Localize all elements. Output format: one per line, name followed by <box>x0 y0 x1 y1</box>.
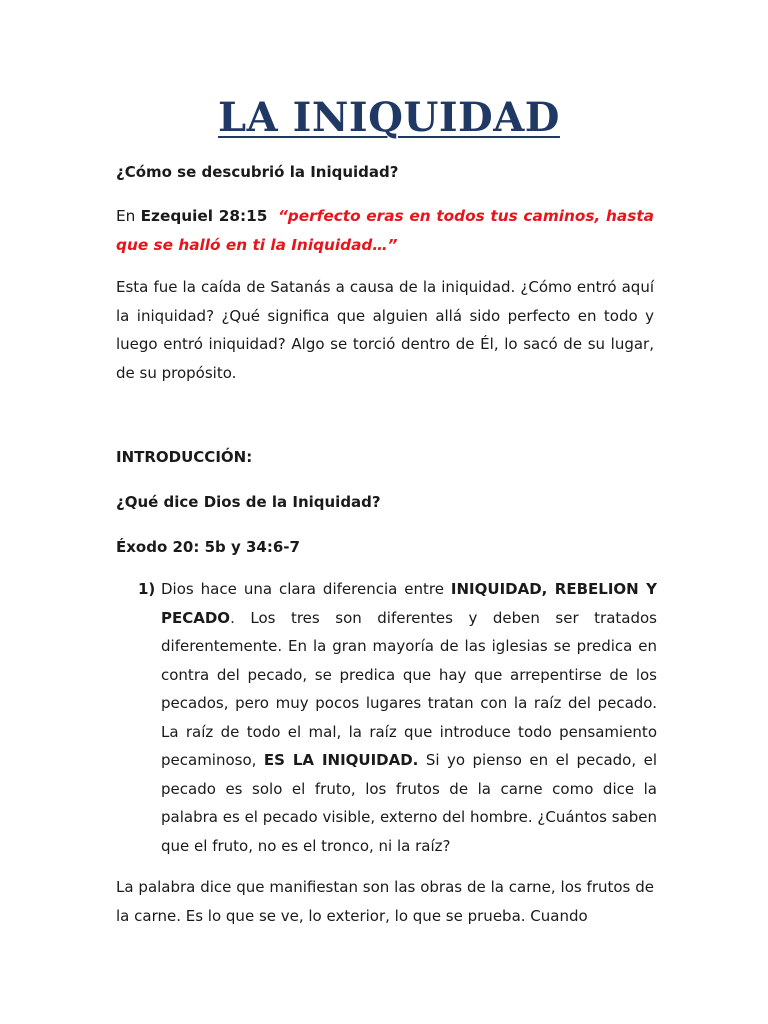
exodo-reference: Éxodo 20: 5b y 34:6-7 <box>116 538 300 556</box>
list-number: 1) <box>138 580 156 598</box>
verse-intro: En <box>116 207 141 225</box>
list-text-c: Si yo pienso en el pecado, el pecado es solo el fruto, los frutos de la carne como dice la palabra es el pecado visible, externo del hombre. ¿Cuántos saben que el fruto, no es el tronco, ni la raíz? <box>161 751 657 855</box>
list-item-text <box>161 575 657 860</box>
paragraph-2: La palabra dice que manifiestan son las obras de la carne, los frutos de la carne. Es lo que se ve, lo exterior, lo que se prueba. Cuando <box>116 878 654 925</box>
verse-quote: “perfecto eras en todos tus caminos, hasta que se halló en ti la Iniquidad…” <box>116 207 654 254</box>
list-text-a: Dios hace una clara diferencia entre <box>161 580 451 598</box>
paragraph-1: Esta fue la caída de Satanás a causa de la iniquidad. ¿Cómo entró aquí la iniquidad? ¿Qué significa que alguien allá sido perfecto en todo y luego entró iniquidad? Algo se torció dentro de Él, lo sacó de su lugar, de su propósito. <box>116 278 654 382</box>
intro-heading: INTRODUCCIÓN: <box>116 448 253 466</box>
verse-reference: Ezequiel 28:15 <box>140 207 268 225</box>
list-bold-a: INIQUIDAD, REBELION Y PECADO <box>161 580 657 627</box>
question-heading: ¿Cómo se descubrió la Iniquidad? <box>116 163 399 181</box>
document-title: LA INIQUIDAD <box>218 94 560 141</box>
list-bold-b: ES LA INIQUIDAD. <box>263 751 419 769</box>
verse-paragraph <box>116 202 654 260</box>
question-heading-2: ¿Qué dice Dios de la Iniquidad? <box>116 493 381 511</box>
list-text-b: . Los tres son diferentes y deben ser tratados diferentemente. En la gran mayoría de las iglesias se predica en contra del pecado, se predica que hay que arrepentirse de los pecados, pero muy pocos lugares tratan con la raíz del pecado. La raíz de todo el mal, la raíz que introduce todo pensamiento pecaminoso, <box>161 608 657 769</box>
